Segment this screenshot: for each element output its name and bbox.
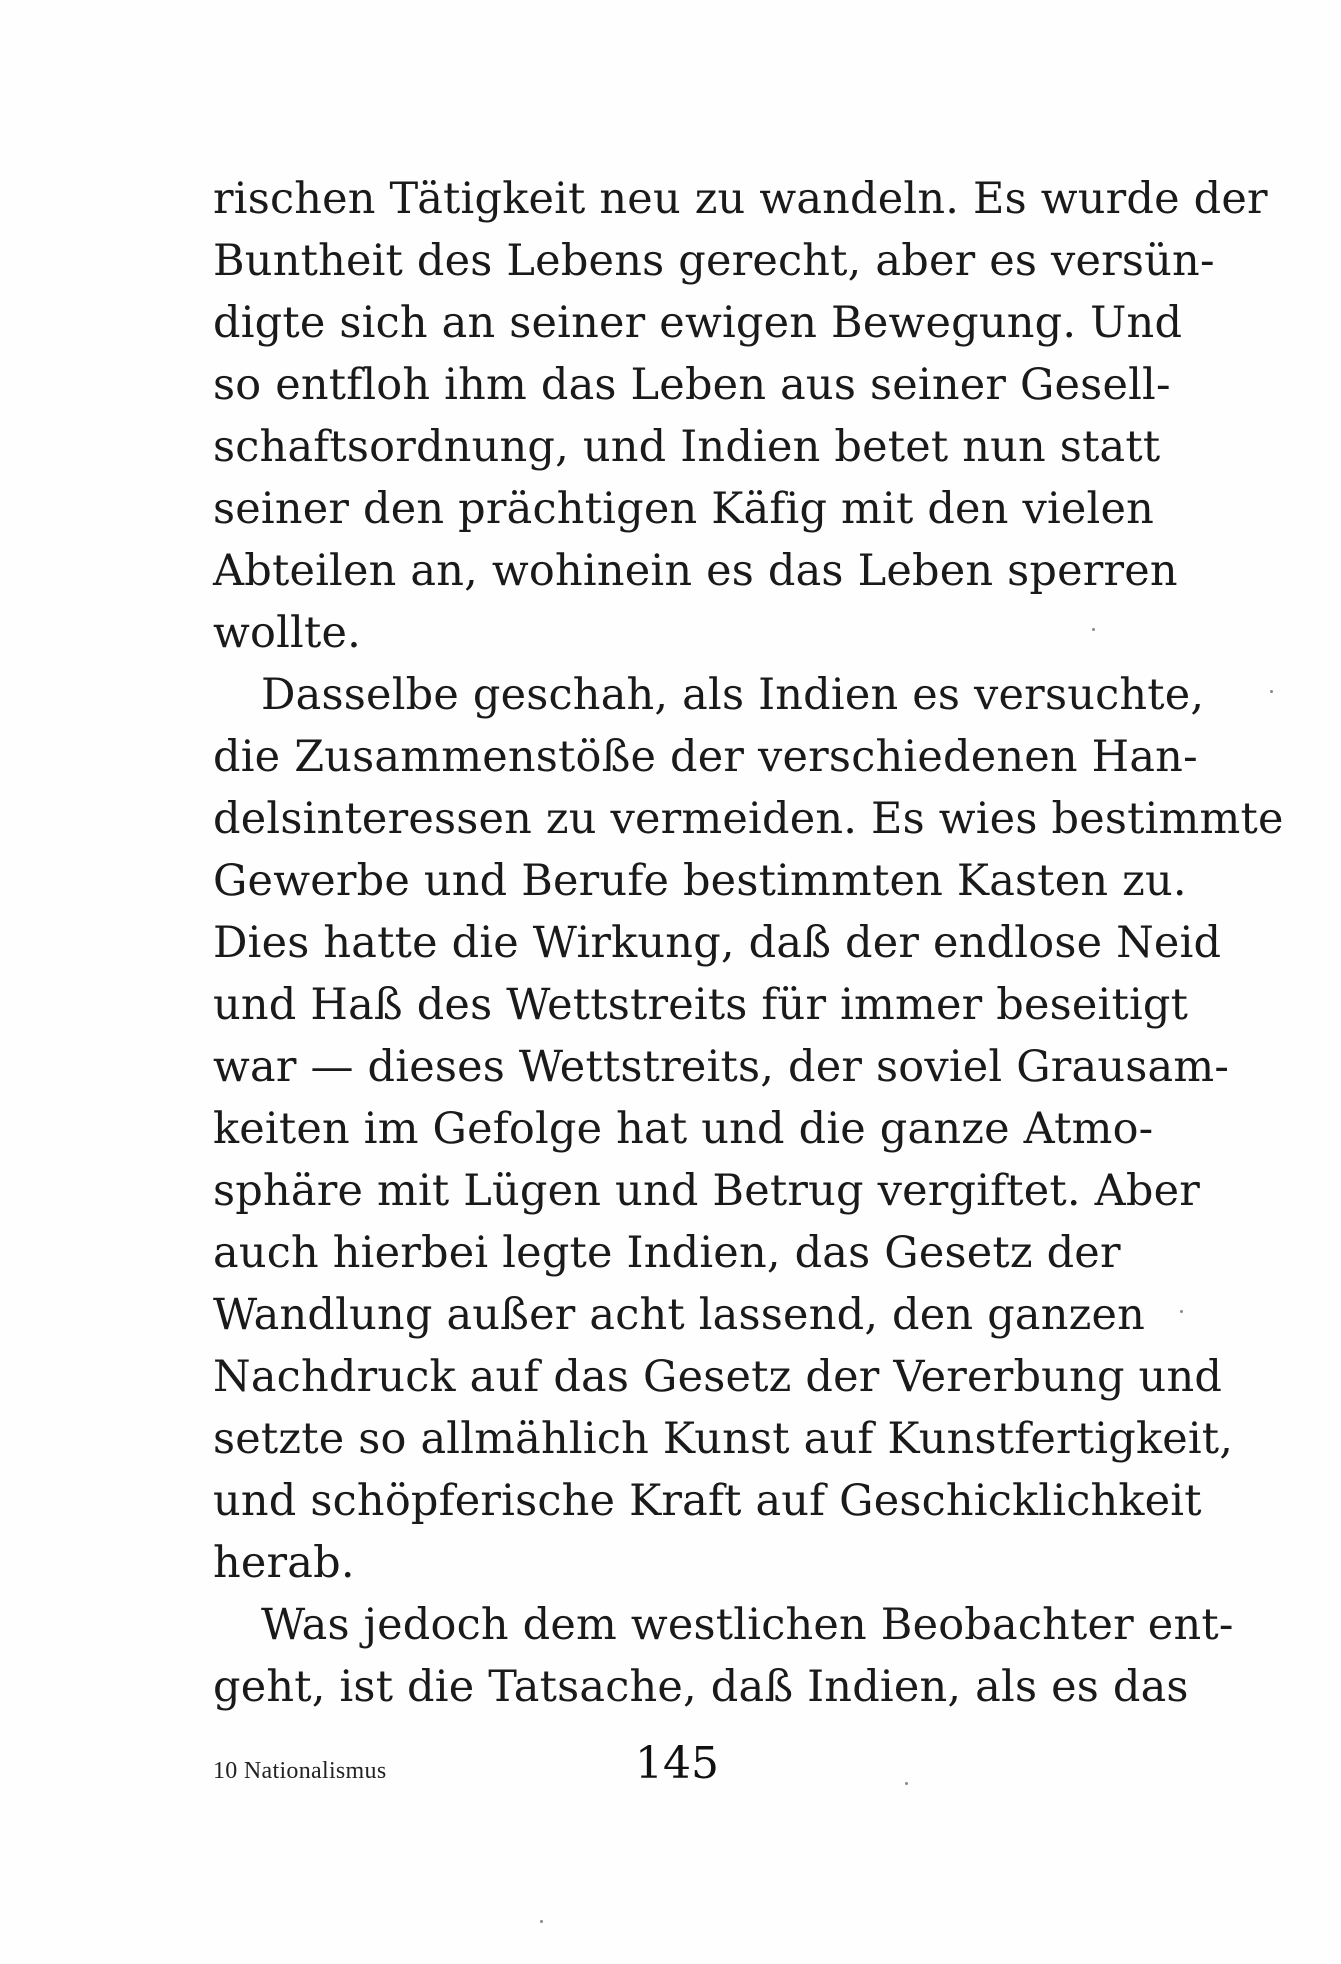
body-text	[213, 168, 1284, 1718]
text-line: Abteilen an, wohinein es das Leben sperren	[213, 546, 1178, 596]
printer-signature: 10 Nationalismus	[213, 1758, 387, 1784]
scan-speck	[540, 1920, 543, 1923]
text-line: Was jedoch dem westlichen Beobachter ent-	[261, 1600, 1234, 1650]
text-line: schaftsordnung, und Indien betet nun statt	[213, 422, 1161, 472]
text-line: und Haß des Wettstreits für immer beseitigt	[213, 980, 1189, 1030]
paragraph	[213, 1594, 1234, 1718]
text-line: Buntheit des Lebens gerecht, aber es versün-	[213, 236, 1215, 286]
paragraph	[213, 168, 1268, 664]
text-line: die Zusammenstöße der verschiedenen Han-	[213, 732, 1198, 782]
scan-speck	[905, 1782, 908, 1785]
text-line: delsinteressen zu vermeiden. Es wies bestimmte	[213, 794, 1284, 844]
scan-speck	[1270, 690, 1273, 693]
text-line: so entfloh ihm das Leben aus seiner Gesell-	[213, 360, 1171, 410]
text-line: digte sich an seiner ewigen Bewegung. Und	[213, 298, 1183, 348]
text-line: Nachdruck auf das Gesetz der Vererbung und	[213, 1352, 1223, 1402]
page-footer	[213, 1738, 1118, 1794]
text-line: sphäre mit Lügen und Betrug vergiftet. Aber	[213, 1166, 1201, 1216]
text-line: Gewerbe und Berufe bestimmten Kasten zu.	[213, 856, 1187, 906]
scan-speck	[1092, 628, 1095, 631]
text-line: geht, ist die Tatsache, daß Indien, als es das	[213, 1662, 1189, 1712]
text-line: und schöpferische Kraft auf Geschicklichkeit	[213, 1476, 1202, 1526]
scan-speck	[1180, 1310, 1183, 1313]
page-number: 145	[635, 1738, 719, 1789]
text-line: wollte.	[213, 608, 361, 658]
text-line: auch hierbei legte Indien, das Gesetz der	[213, 1228, 1121, 1278]
text-line: herab.	[213, 1538, 355, 1588]
paragraph	[213, 664, 1284, 1594]
text-line: Dies hatte die Wirkung, daß der endlose Neid	[213, 918, 1222, 968]
text-line: setzte so allmählich Kunst auf Kunstfertigkeit,	[213, 1414, 1234, 1464]
text-line: war — dieses Wettstreits, der soviel Grausam-	[213, 1042, 1230, 1092]
text-line: Dasselbe geschah, als Indien es versuchte,	[261, 670, 1205, 720]
text-line: rischen Tätigkeit neu zu wandeln. Es wurde der	[213, 174, 1268, 224]
text-line: seiner den prächtigen Käfig mit den vielen	[213, 484, 1155, 534]
text-line: keiten im Gefolge hat und die ganze Atmo-	[213, 1104, 1154, 1154]
text-line: Wandlung außer acht lassend, den ganzen	[213, 1290, 1146, 1340]
